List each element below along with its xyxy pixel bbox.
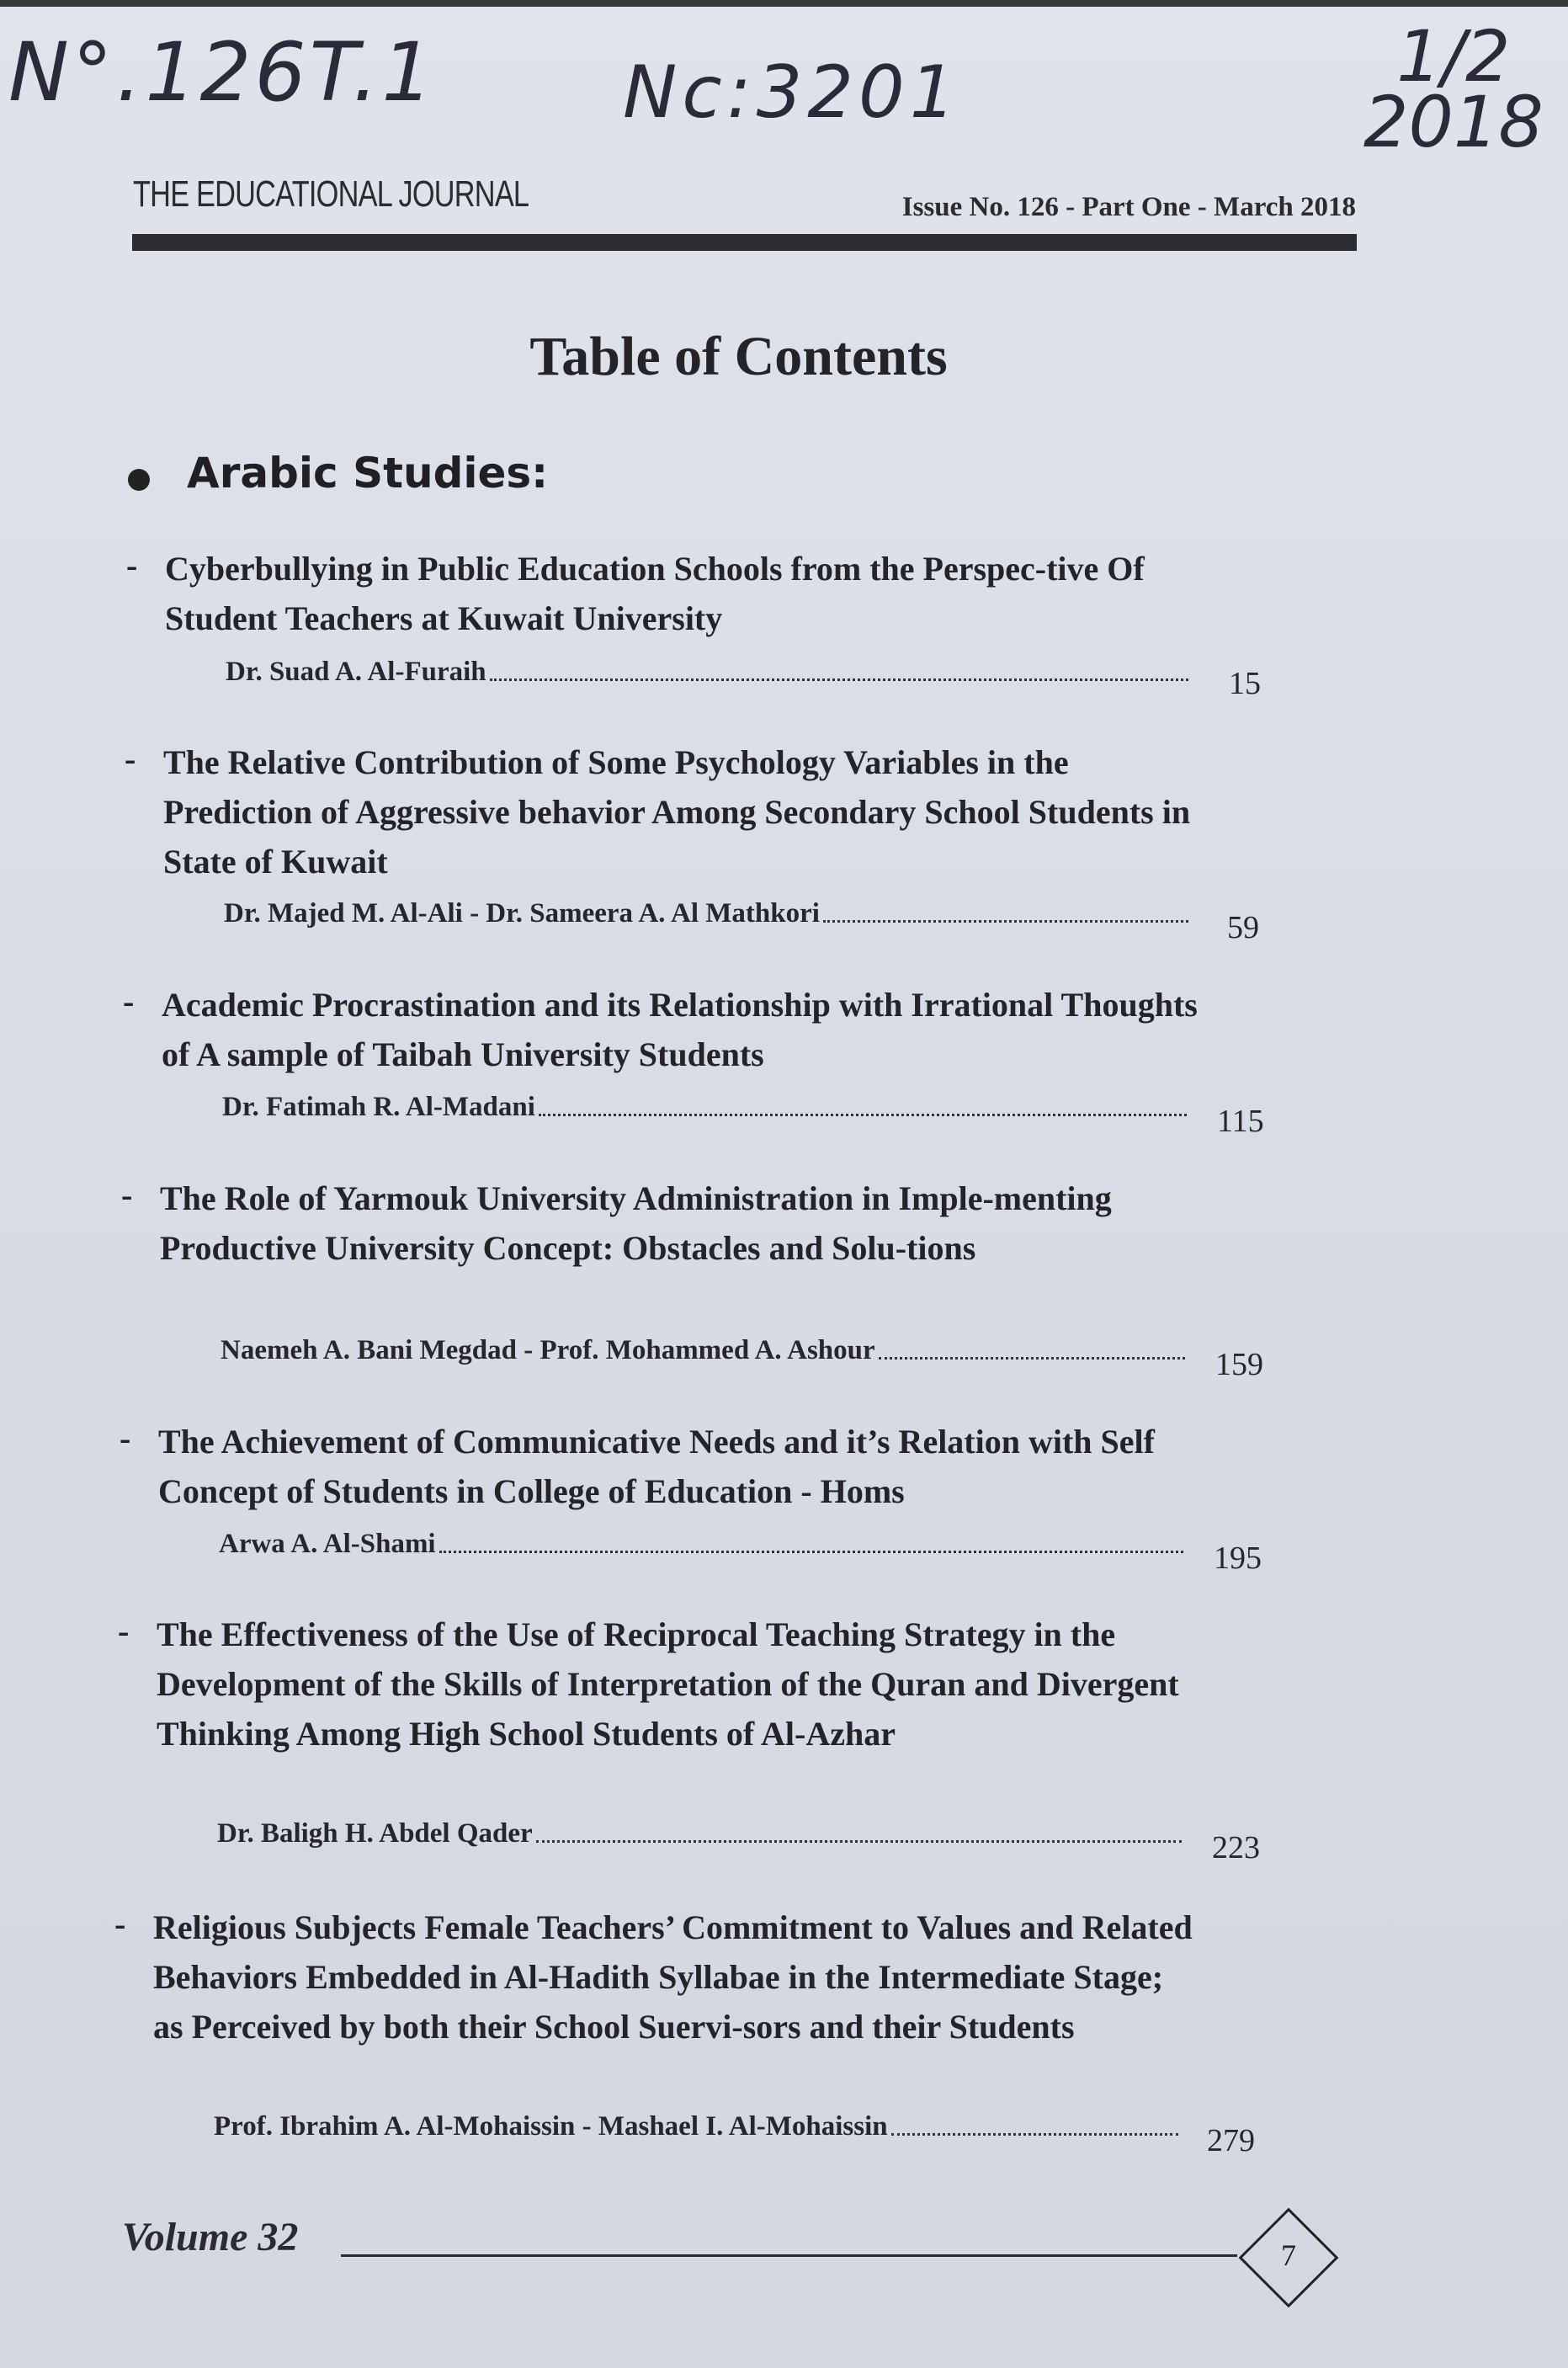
dot-leader [823,920,1188,923]
entry-title[interactable]: Cyberbullying in Public Education Schools from the Perspec-tive Of Student Teachers at Kuwait University [165,550,1145,637]
entry-author: Dr. Majed M. Al-Ali - Dr. Sameera A. Al Mathkori [224,898,820,929]
entry-author-row [221,1335,1190,1366]
dot-leader [891,2133,1178,2136]
entry-title[interactable]: The Role of Yarmouk University Administration in Imple-menting Productive University Concept: Obstacles and Solu-tions [160,1179,1112,1267]
entry-author: Arwa A. Al-Shami [219,1529,436,1559]
entry-author: Dr. Fatimah R. Al-Madani [222,1092,535,1122]
issue-info: Issue No. 126 - Part One - March 2018 [901,192,1356,222]
page-number: 7 [1281,2238,1296,2272]
entry-author: Naemeh A. Bani Megdad - Prof. Mohammed A. Ashour [221,1335,875,1365]
entry-dash: - [121,1176,133,1214]
footer-volume: Volume 32 [122,2215,299,2259]
page-top-edge [0,0,1568,7]
journal-name: THE EDUCATIONAL JOURNAL [133,173,529,215]
entry-author-row [217,1818,1187,1849]
entry-author: Dr. Baligh H. Abdel Qader [217,1818,533,1849]
entry-dash: - [123,982,135,1020]
entry-author-row [224,898,1193,929]
entry-title[interactable]: The Relative Contribution of Some Psychology Variables in the Prediction of Aggressive behavior Among Secondary School Students in State of Kuwait [163,743,1191,881]
section-bullet-icon [128,469,150,491]
entry-dash: - [126,546,138,584]
dot-leader [490,678,1188,681]
entry-dash: - [125,740,136,778]
entry-page-number: 59 [1227,910,1259,945]
entry-page-number: 195 [1214,1541,1262,1576]
dot-leader [536,1840,1182,1843]
handwritten-reference-number: N°.126T.1 [8,25,437,120]
header-rule [132,234,1357,251]
entry-title[interactable]: Academic Procrastination and its Relationship with Irrational Thoughts of A sample of Taibah University Students [162,986,1198,1073]
handwritten-date-line1: 1/2 [1396,15,1511,98]
dot-leader [879,1357,1185,1360]
entry-title[interactable]: The Achievement of Communicative Needs and it’s Relation with Self Concept of Students in College of Education - Homs [158,1423,1155,1510]
section-heading: Arabic Studies: [187,449,549,498]
dot-leader [539,1114,1187,1116]
entry-title[interactable]: The Effectiveness of the Use of Reciprocal Teaching Strategy in the Development of the Skills of Interpretation of the Quran and Divergent Thinking Among High School Students of Al-Azhar [157,1615,1179,1753]
handwritten-nc-number: Nc:3201 [623,51,961,135]
entry-title[interactable]: Religious Subjects Female Teachers’ Commitment to Values and Related Behaviors Embedded in Al-Hadith Syllabae in the Intermediate Stage; as Perceived by both their School Suervi-sors and their Students [153,1908,1193,2046]
entry-page-number: 279 [1207,2123,1255,2158]
entry-author-row [226,657,1193,688]
entry-dash: - [118,1612,130,1650]
entry-author-row [214,2111,1183,2142]
handwritten-date [1363,15,1544,163]
entry-author-row [222,1092,1192,1123]
handwritten-date-line2: 2018 [1363,81,1544,163]
entry-page-number: 223 [1212,1830,1260,1865]
entry-author-row [219,1529,1188,1560]
page-title: Table of Contents [529,326,948,387]
entry-dash: - [120,1419,131,1457]
entry-page-number: 115 [1217,1104,1264,1139]
entry-author: Dr. Suad A. Al-Furaih [226,657,486,687]
entry-page-number: 159 [1215,1347,1263,1382]
entry-author: Prof. Ibrahim A. Al-Mohaissin - Mashael I. Al-Mohaissin [214,2111,888,2142]
entry-page-number: 15 [1229,666,1261,701]
footer-rule [341,2254,1237,2257]
entry-dash: - [114,1905,126,1943]
dot-leader [439,1551,1183,1553]
